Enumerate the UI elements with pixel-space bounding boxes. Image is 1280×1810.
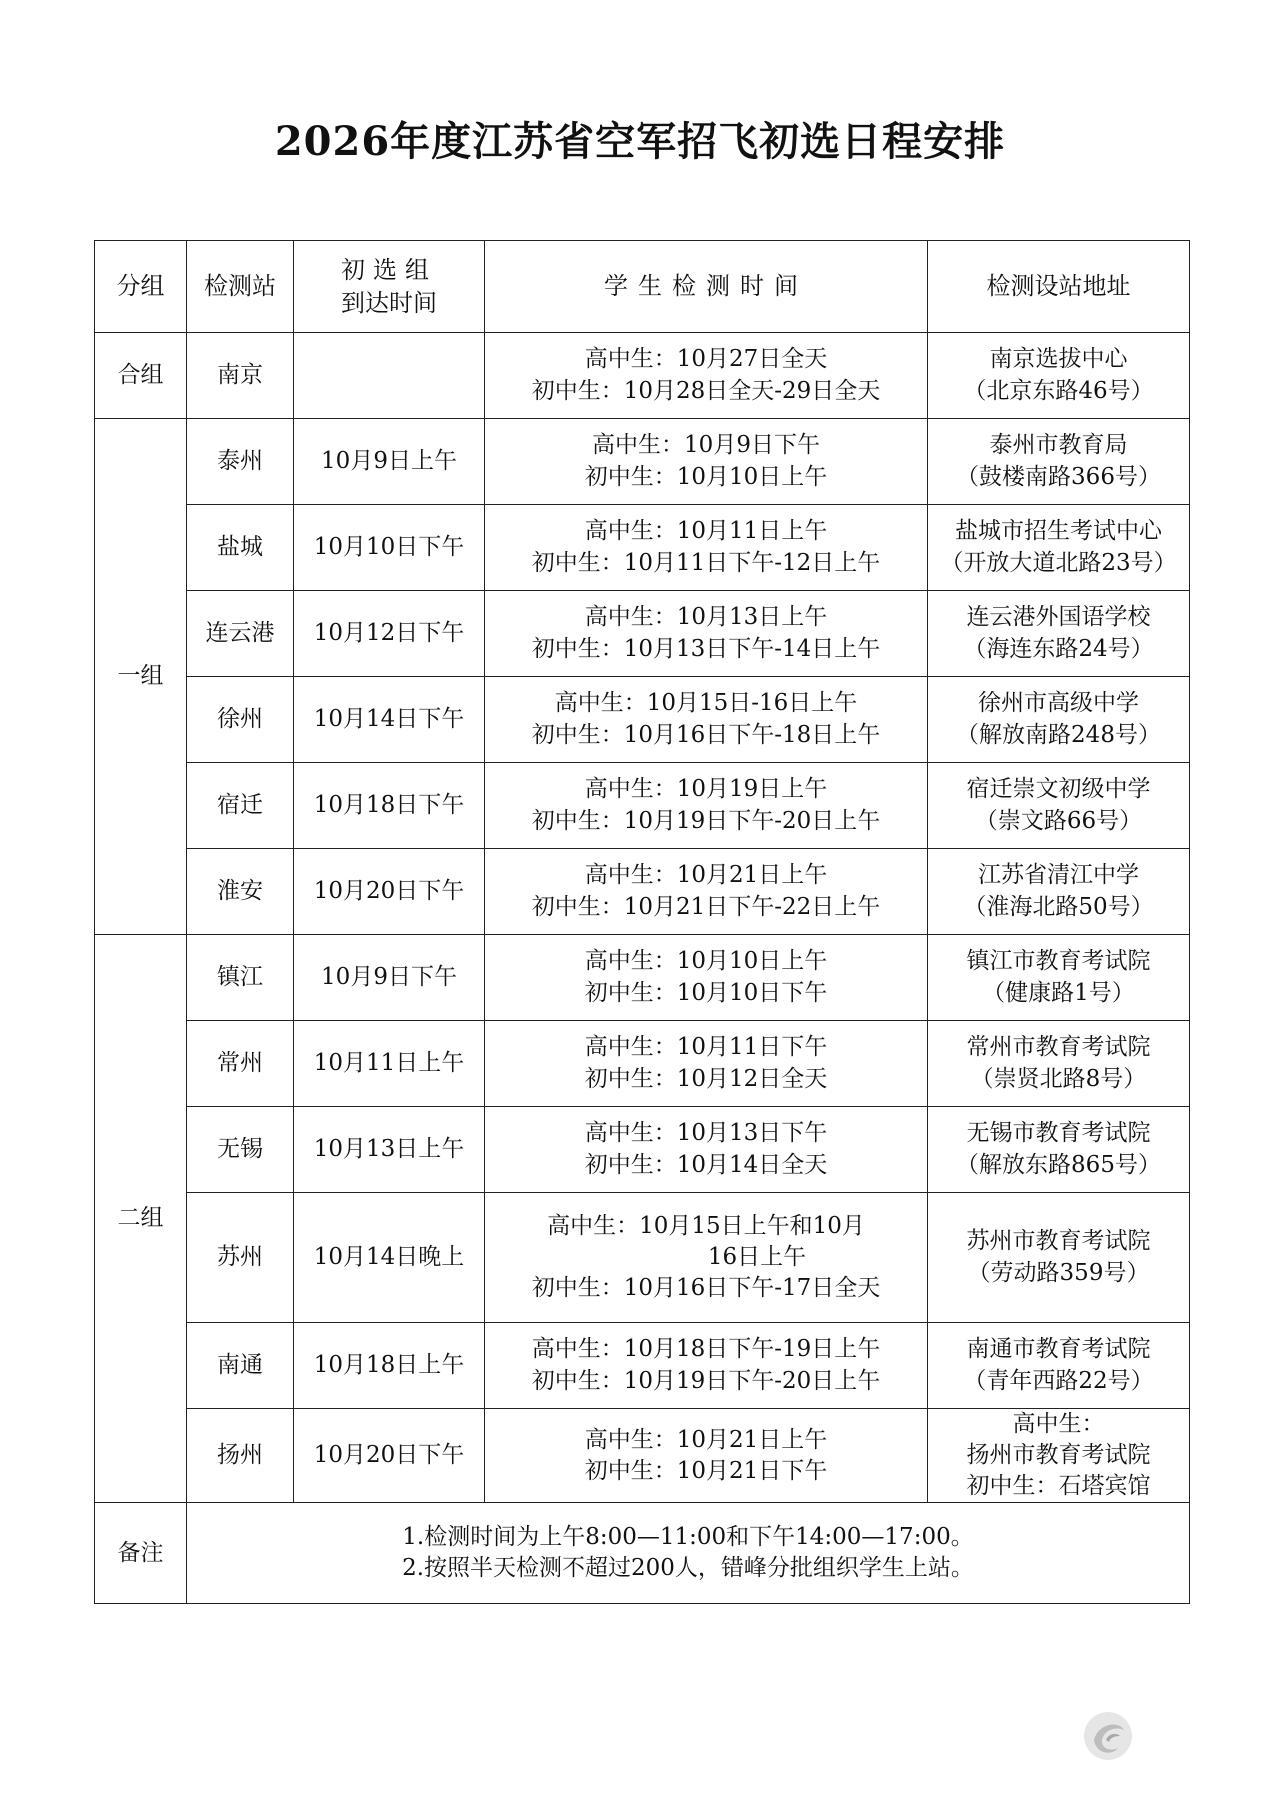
header-arrival-line2: 到达时间 [341,288,437,317]
address-cell [928,1193,1190,1323]
time-line: 初中生：10月21日下午-22日上午 [531,893,881,920]
times-cell [485,1193,928,1323]
address-line: 连云港外国语学校 [966,604,1151,631]
table-header-row [95,241,1190,333]
table-row [95,1107,1190,1193]
address-line: 南通市教育考试院 [966,1336,1151,1363]
header-times: 学生检测时间 [485,241,928,333]
time-line: 初中生：10月28日全天-29日全天 [531,377,881,404]
times-cell [485,1107,928,1193]
address-line: （劳动路359号） [967,1259,1150,1286]
arrival-cell: 10月14日下午 [294,677,485,763]
times-cell [485,677,928,763]
table-row [95,591,1190,677]
address-line: 初中生：石塔宾馆 [966,1473,1151,1500]
station-cell: 宿迁 [187,763,294,849]
address-cell [928,763,1190,849]
address-line: （鼓楼南路366号） [956,463,1161,490]
address-line: （崇文路66号） [974,807,1143,834]
address-cell [928,1021,1190,1107]
arrival-cell: 10月20日下午 [294,1409,485,1503]
time-line: 初中生：10月12日全天 [584,1065,828,1092]
arrival-cell: 10月18日下午 [294,763,485,849]
notes-row [95,1503,1190,1604]
header-arrival [294,241,485,333]
time-line: 高中生：10月11日上午 [584,518,828,545]
page-title: 2026年度江苏省空军招飞初选日程安排 [274,118,1006,165]
address-line: （崇贤北路8号） [970,1065,1147,1092]
time-line: 初中生：10月10日下午 [584,979,828,1006]
time-line: 初中生：10月13日下午-14日上午 [531,635,881,662]
address-cell [928,505,1190,591]
arrival-cell: 10月11日上午 [294,1021,485,1107]
address-line: （解放南路248号） [956,721,1161,748]
wing-swirl-watermark-icon [1082,1710,1134,1762]
table-row [95,677,1190,763]
time-line: 初中生：10月11日下午-12日上午 [531,549,881,576]
note-item: 1.检测时间为上午8:00—11:00和下午14:00—17:00。 [402,1524,974,1551]
station-cell: 无锡 [187,1107,294,1193]
address-cell [928,1409,1190,1503]
address-line: 镇江市教育考试院 [966,948,1151,975]
address-cell [928,935,1190,1021]
address-cell [928,1323,1190,1409]
address-line: 江苏省清江中学 [978,862,1139,889]
address-line: 泰州市教育局 [989,432,1128,459]
address-cell [928,591,1190,677]
station-cell: 淮安 [187,849,294,935]
address-line: （青年西路22号） [963,1367,1154,1394]
time-line: 初中生：10月16日下午-18日上午 [531,721,881,748]
time-line: 高中生：10月15日上午和10月 [547,1212,865,1239]
group-label: 一组 [95,419,187,935]
time-line: 16日上午 [707,1243,807,1270]
address-line: （解放东路865号） [956,1151,1161,1178]
station-cell: 徐州 [187,677,294,763]
address-cell [928,1107,1190,1193]
address-line: 常州市教育考试院 [966,1034,1151,1061]
time-line: 高中生：10月21日上午 [584,862,828,889]
notes-label: 备注 [95,1503,187,1604]
times-cell [485,763,928,849]
time-line: 高中生：10月10日上午 [584,948,828,975]
address-line: 高中生： [1012,1411,1105,1437]
station-cell: 盐城 [187,505,294,591]
time-line: 高中生：10月11日下午 [584,1034,828,1061]
table-row [95,1193,1190,1323]
times-cell [485,1021,928,1107]
arrival-cell: 10月18日上午 [294,1323,485,1409]
time-line: 初中生：10月16日下午-17日全天 [531,1275,881,1302]
times-cell [485,935,928,1021]
header-group: 分组 [95,241,187,333]
times-cell [485,1323,928,1409]
table-row [95,1323,1190,1409]
address-line: 南京选拔中心 [989,346,1128,373]
table-row [95,935,1190,1021]
group-label: 合组 [95,333,187,419]
header-arrival-line1: 初选组 [341,256,437,285]
station-cell: 泰州 [187,419,294,505]
table-row [95,333,1190,419]
address-line: （开放大道北路23号） [940,549,1177,576]
time-line: 高中生：10月13日上午 [584,604,828,631]
times-cell [485,419,928,505]
table-row [95,1409,1190,1503]
address-line: （健康路1号） [982,979,1135,1006]
times-cell [485,505,928,591]
station-cell: 苏州 [187,1193,294,1323]
station-cell: 连云港 [187,591,294,677]
time-line: 初中生：10月19日下午-20日上午 [531,807,881,834]
time-line: 高中生：10月27日全天 [584,346,828,373]
times-cell [485,849,928,935]
station-cell: 常州 [187,1021,294,1107]
times-cell [485,1409,928,1503]
notes-cell [187,1503,1190,1604]
header-address: 检测设站地址 [928,241,1190,333]
station-cell: 镇江 [187,935,294,1021]
address-cell [928,677,1190,763]
arrival-cell: 10月12日下午 [294,591,485,677]
address-cell [928,849,1190,935]
group-label: 二组 [95,935,187,1503]
note-item: 2.按照半天检测不超过200人，错峰分批组织学生上站。 [402,1555,974,1582]
arrival-cell: 10月10日下午 [294,505,485,591]
address-cell [928,333,1190,419]
time-line: 初中生：10月10日上午 [584,463,828,490]
station-cell: 扬州 [187,1409,294,1503]
time-line: 高中生：10月21日上午 [584,1426,828,1453]
arrival-cell: 10月9日上午 [294,419,485,505]
time-line: 高中生：10月18日下午-19日上午 [531,1336,881,1363]
table-row [95,419,1190,505]
address-line: 徐州市高级中学 [978,690,1139,717]
time-line: 初中生：10月14日全天 [584,1151,828,1178]
address-line: 宿迁崇文初级中学 [966,776,1151,803]
time-line: 初中生：10月21日下午 [584,1457,828,1484]
arrival-cell: 10月14日晚上 [294,1193,485,1323]
address-line: （海连东路24号） [963,635,1154,662]
times-cell [485,591,928,677]
address-line: 扬州市教育考试院 [966,1442,1151,1469]
time-line: 高中生：10月15日-16日上午 [554,690,858,717]
arrival-cell [294,333,485,419]
table-row [95,763,1190,849]
address-line: 无锡市教育考试院 [966,1120,1151,1147]
times-cell [485,333,928,419]
arrival-cell: 10月9日下午 [294,935,485,1021]
time-line: 高中生：10月13日下午 [584,1120,828,1147]
table-row [95,1021,1190,1107]
table-row [95,849,1190,935]
time-line: 初中生：10月19日下午-20日上午 [531,1367,881,1394]
table-row [95,505,1190,591]
address-line: 苏州市教育考试院 [966,1228,1151,1255]
arrival-cell: 10月20日下午 [294,849,485,935]
address-line: 盐城市招生考试中心 [955,518,1162,545]
schedule-table [94,240,1190,1604]
station-cell: 南京 [187,333,294,419]
time-line: 高中生：10月19日上午 [584,776,828,803]
time-line: 高中生：10月9日下午 [592,432,820,459]
address-cell [928,419,1190,505]
address-line: （淮海北路50号） [963,893,1154,920]
header-station: 检测站 [187,241,294,333]
station-cell: 南通 [187,1323,294,1409]
address-line: （北京东路46号） [963,377,1154,404]
arrival-cell: 10月13日上午 [294,1107,485,1193]
